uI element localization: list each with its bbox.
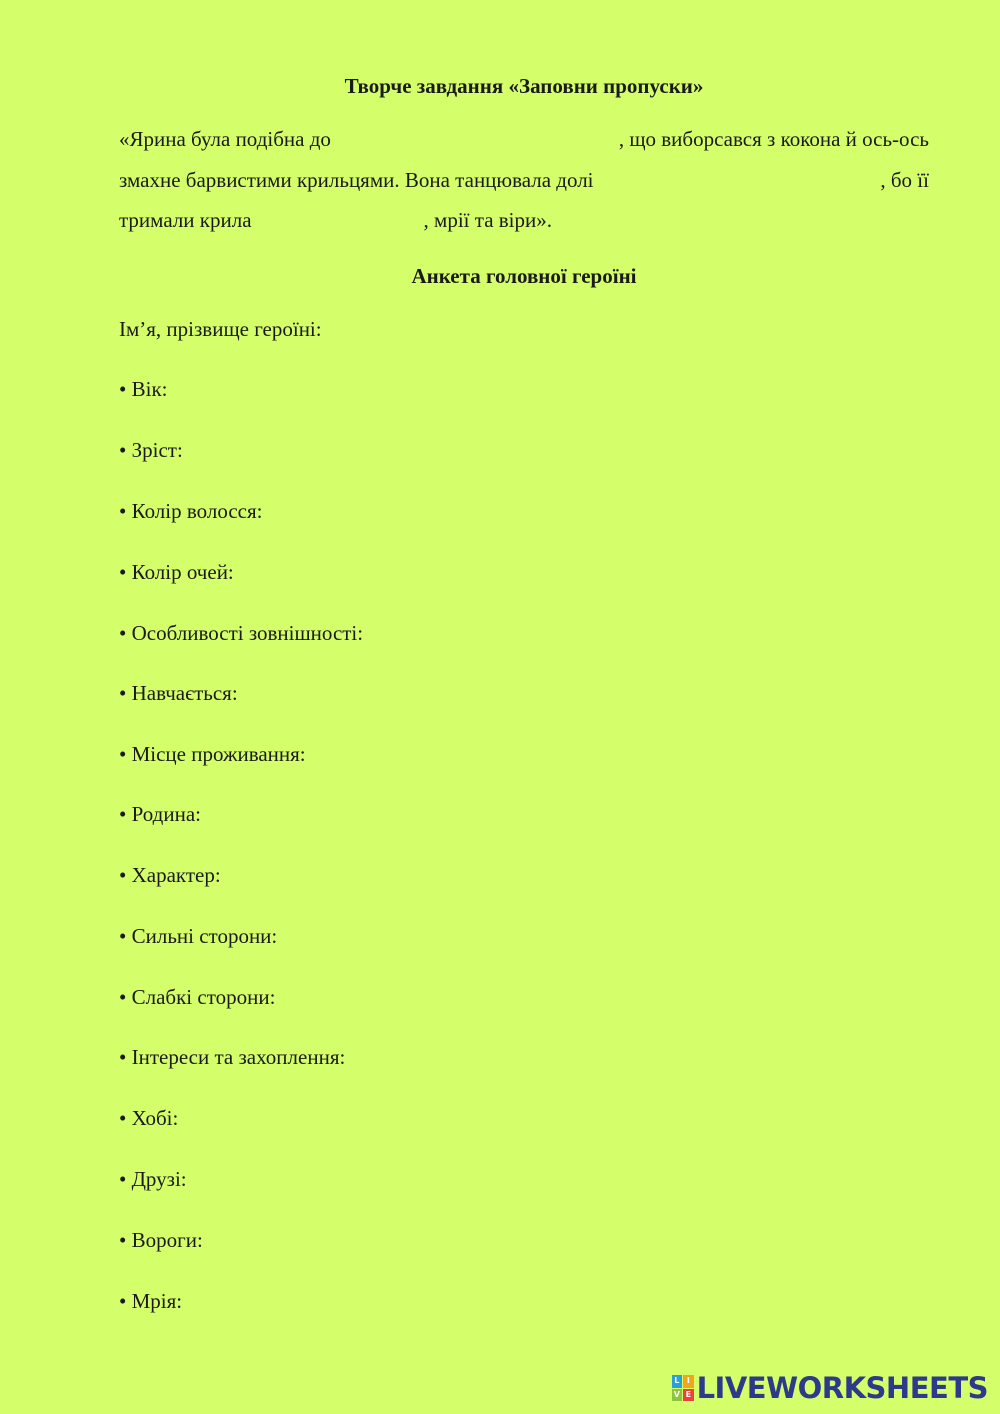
answer-input-eye-color[interactable]	[400, 557, 920, 587]
section-title: Анкета головної героїні	[411, 264, 637, 288]
answer-input-friends[interactable]	[400, 1164, 920, 1194]
passage-line-3	[119, 206, 929, 235]
answer-input-name[interactable]	[400, 314, 920, 344]
logo-tile: I	[683, 1375, 694, 1388]
field-label-weaknesses: • Слабкі сторони:	[119, 985, 276, 1009]
field-label-enemies: • Вороги:	[119, 1228, 203, 1252]
answer-input-strengths[interactable]	[400, 921, 920, 951]
answer-input-hair-color[interactable]	[400, 496, 920, 526]
passage-text: змахне барвистими крильцями. Вона танцювала долі	[119, 168, 594, 192]
passage-text: , що виборсався з кокона й ось-ось	[618, 127, 929, 151]
field-label-friends: • Друзі:	[119, 1167, 187, 1191]
answer-input-residence[interactable]	[400, 739, 920, 769]
logo-tile: V	[672, 1389, 683, 1402]
field-label-studies: • Навчається:	[119, 681, 238, 705]
answer-input-height[interactable]	[400, 435, 920, 465]
field-label-character: • Характер:	[119, 863, 221, 887]
answer-input-enemies[interactable]	[400, 1225, 920, 1255]
field-label-hobby: • Хобі:	[119, 1106, 179, 1130]
field-label-name: Ім’я, прізвище героїні:	[119, 317, 322, 341]
passage-text: тримали крила	[119, 208, 252, 232]
answer-input-character[interactable]	[400, 860, 920, 890]
passage-line-2	[119, 166, 929, 194]
field-label-family: • Родина:	[119, 802, 201, 826]
answer-input-age[interactable]	[400, 374, 920, 404]
logo-tile: E	[683, 1389, 694, 1402]
field-label-eye-color: • Колір очей:	[119, 560, 234, 584]
field-label-age: • Вік:	[119, 377, 168, 401]
logo-text: LIVEWORKSHEETS	[696, 1371, 988, 1405]
answer-input-hobby[interactable]	[400, 1103, 920, 1133]
field-label-interests: • Інтереси та захоплення:	[119, 1045, 346, 1069]
blank-input-1[interactable]	[370, 125, 580, 151]
passage-text: «Ярина була подібна до	[119, 127, 331, 151]
worksheet-title: Творче завдання «Заповни пропуски»	[344, 74, 704, 98]
logo-mark-icon	[672, 1375, 694, 1401]
answer-input-interests[interactable]	[400, 1042, 920, 1072]
field-label-hair-color: • Колір волосся:	[119, 499, 263, 523]
logo-tile: L	[672, 1375, 683, 1388]
answer-input-family[interactable]	[400, 799, 920, 829]
field-label-dream: • Мрія:	[119, 1289, 183, 1313]
answer-input-dream[interactable]	[400, 1286, 920, 1316]
passage-line-1	[119, 125, 929, 153]
passage-text: , бо її	[880, 168, 929, 192]
passage-text: , мрії та віри».	[423, 208, 552, 232]
blank-input-3[interactable]	[252, 209, 424, 235]
answer-input-appearance[interactable]	[400, 618, 920, 648]
liveworksheets-logo	[672, 1370, 988, 1406]
field-label-height: • Зріст:	[119, 438, 183, 462]
blank-input-2[interactable]	[632, 166, 842, 192]
field-label-appearance: • Особливості зовнішності:	[119, 621, 364, 645]
answer-input-weaknesses[interactable]	[400, 982, 920, 1012]
field-label-strengths: • Сильні сторони:	[119, 924, 278, 948]
answer-input-studies[interactable]	[400, 678, 920, 708]
field-label-residence: • Місце проживання:	[119, 742, 306, 766]
